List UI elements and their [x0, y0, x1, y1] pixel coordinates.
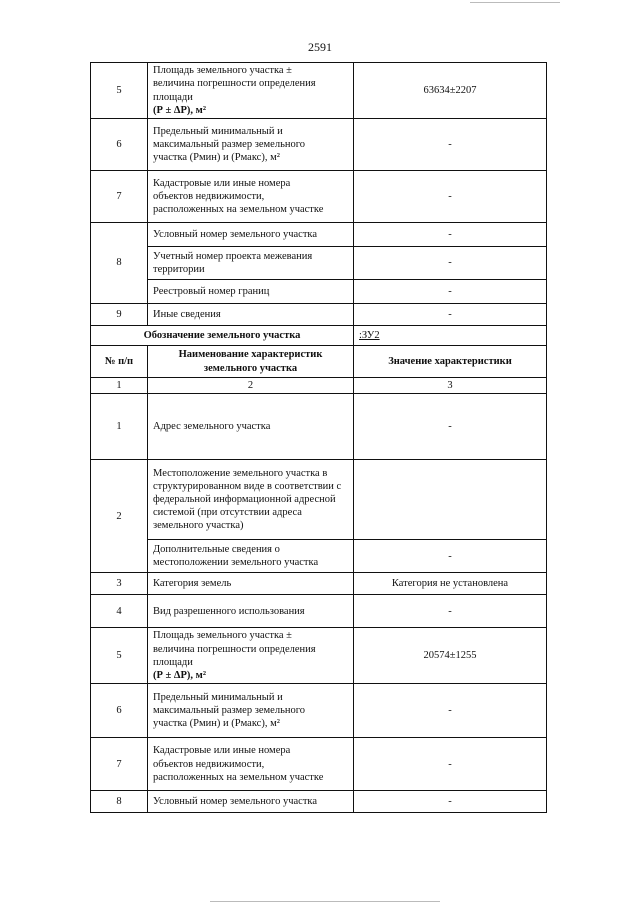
scan-artifact — [210, 901, 440, 902]
row-value: - — [354, 394, 547, 460]
row-name: Условный номер земельного участка — [148, 791, 354, 813]
table-row — [91, 540, 547, 573]
row-value: - — [354, 280, 547, 304]
row-value: - — [354, 223, 547, 247]
row-name: Площадь земельного участка ± величина погрешности определения площади (Р ± ΔР), м² — [148, 63, 354, 119]
row-number: 5 — [91, 63, 148, 119]
table-row — [91, 791, 547, 813]
row-number: 4 — [91, 595, 148, 628]
header-numbers-row — [91, 378, 547, 394]
designation-row — [91, 326, 547, 346]
table-row — [91, 63, 547, 119]
row-value: - — [354, 684, 547, 738]
row-number: 1 — [91, 394, 148, 460]
row-number: 2 — [91, 460, 148, 573]
row-number: 6 — [91, 119, 148, 171]
row-value: 63634±2207 — [354, 63, 547, 119]
row-value: - — [354, 540, 547, 573]
row-number: 5 — [91, 628, 148, 684]
row-number: 7 — [91, 738, 148, 791]
header-col-name: Наименование характеристик земельного участка — [148, 346, 354, 378]
table-row — [91, 394, 547, 460]
row-name: Предельный минимальный и максимальный размер земельного участка (Рмин) и (Рмакс), м² — [148, 119, 354, 171]
row-value — [354, 460, 547, 540]
land-plot-table — [90, 62, 547, 813]
header-col-number: № п/п — [91, 346, 148, 378]
row-name: Адрес земельного участка — [148, 394, 354, 460]
row-value: - — [354, 247, 547, 280]
table-row — [91, 460, 547, 540]
row-value: - — [354, 171, 547, 223]
row-name: Предельный минимальный и максимальный размер земельного участка (Рмин) и (Рмакс), м² — [148, 684, 354, 738]
scan-artifact — [470, 2, 560, 3]
table-row — [91, 628, 547, 684]
row-name: Местоположение земельного участка в структурированном виде в соответствии с федеральной информационной адресной системой (при отсутствии адреса земельного участка) — [148, 460, 354, 540]
row-number: 8 — [91, 791, 148, 813]
row-number: 7 — [91, 171, 148, 223]
row-name: Учетный номер проекта межевания территории — [148, 247, 354, 280]
table-row — [91, 684, 547, 738]
header-num-1: 1 — [91, 378, 148, 394]
row-name: Площадь земельного участка ± величина погрешности определения площади (Р ± ΔР), м² — [148, 628, 354, 684]
table-row — [91, 280, 547, 304]
row-name: Кадастровые или иные номера объектов недвижимости, расположенных на земельном участке — [148, 171, 354, 223]
row-number: 6 — [91, 684, 148, 738]
header-col-value: Значение характеристики — [354, 346, 547, 378]
table-row — [91, 738, 547, 791]
designation-value: :ЗУ2 — [354, 326, 547, 346]
row-number: 9 — [91, 304, 148, 326]
row-name: Категория земель — [148, 573, 354, 595]
row-value: - — [354, 119, 547, 171]
table-row — [91, 304, 547, 326]
row-name: Иные сведения — [148, 304, 354, 326]
row-value: - — [354, 595, 547, 628]
row-number: 8 — [91, 223, 148, 304]
table-row — [91, 595, 547, 628]
table-row — [91, 223, 547, 247]
table-row — [91, 119, 547, 171]
header-num-3: 3 — [354, 378, 547, 394]
page-number: 2591 — [308, 40, 332, 54]
row-value: Категория не установлена — [354, 573, 547, 595]
header-row — [91, 346, 547, 378]
table-row — [91, 171, 547, 223]
row-number: 3 — [91, 573, 148, 595]
row-name: Дополнительные сведения о местоположении земельного участка — [148, 540, 354, 573]
row-name: Кадастровые или иные номера объектов недвижимости, расположенных на земельном участке — [148, 738, 354, 791]
designation-label: Обозначение земельного участка — [91, 326, 354, 346]
row-name: Реестровый номер границ — [148, 280, 354, 304]
row-value: - — [354, 791, 547, 813]
row-value: 20574±1255 — [354, 628, 547, 684]
row-name: Условный номер земельного участка — [148, 223, 354, 247]
row-value: - — [354, 738, 547, 791]
table-row — [91, 573, 547, 595]
row-value: - — [354, 304, 547, 326]
table-row — [91, 247, 547, 280]
header-num-2: 2 — [148, 378, 354, 394]
row-name: Вид разрешенного использования — [148, 595, 354, 628]
